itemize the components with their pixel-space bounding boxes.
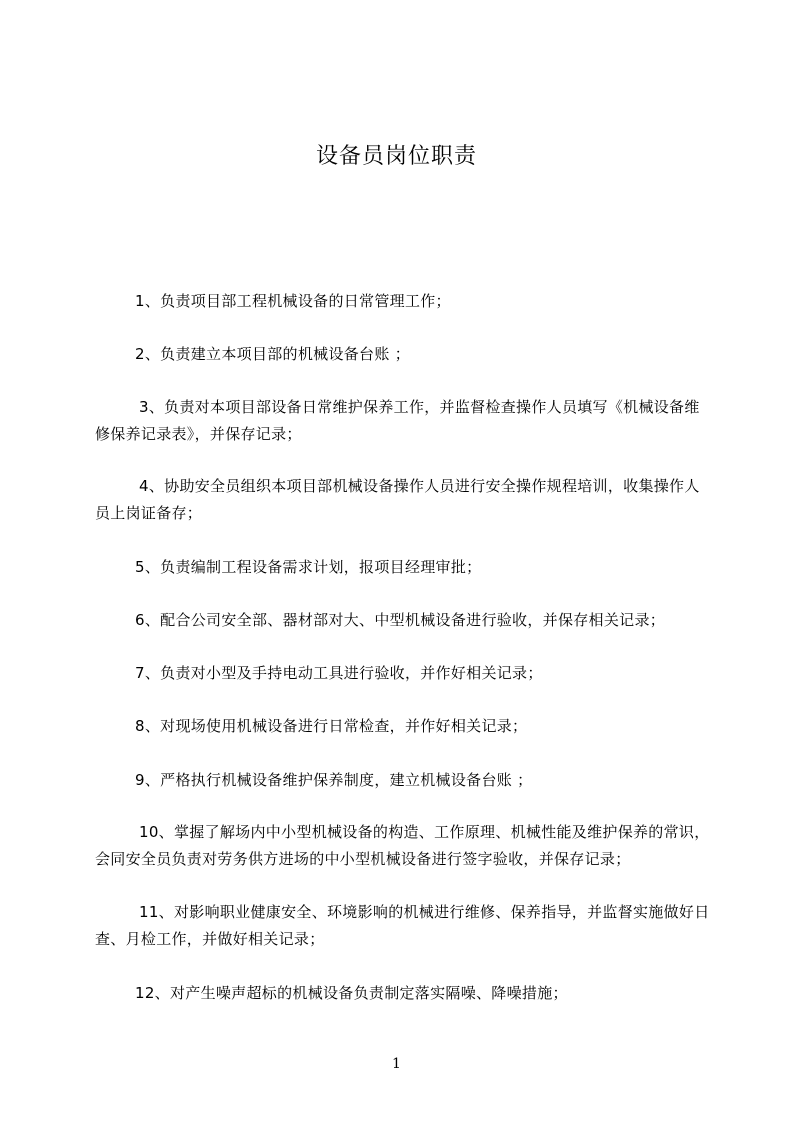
duty-item-4: 4、协助安全员组织本项目部机械设备操作人员进行安全操作规程培训，收集操作人员上岗证备存；: [95, 477, 700, 522]
duty-item-9: 9、严格执行机械设备维护保养制度，建立机械设备台账 ；: [135, 771, 533, 789]
duty-item-10: 10、掌握了解场内中小型机械设备的构造、工作原理、机械性能及维护保养的常识，会同安全员负责对劳务供方进场的中小型机械设备进行签字验收，并保存记录；: [95, 823, 710, 868]
duty-item-3: 3、负责对本项目部设备日常维护保养工作，并监督检查操作人员填写《机械设备维修保养记录表》，并保存记录；: [95, 398, 700, 443]
duty-item-1: 1、负责项目部工程机械设备的日常管理工作；: [135, 292, 451, 310]
document-title: 设备员岗位职责: [315, 144, 477, 169]
duty-item-7: 7、负责对小型及手持电动工具进行验收，并作好相关记录；: [135, 664, 543, 682]
duty-item-5: 5、负责编制工程设备需求计划，报项目经理审批；: [135, 558, 482, 576]
page-number: 1: [392, 1056, 401, 1072]
duty-item-6: 6、配合公司安全部、器材部对大、中型机械设备进行验收，并保存相关记录；: [135, 611, 666, 629]
duty-item-12: 12、对产生噪声超标的机械设备负责制定落实隔噪、降噪措施；: [135, 984, 568, 1002]
duty-item-11: 11、对影响职业健康安全、环境影响的机械进行维修、保养指导，并监督实施做好日查、月检工作，并做好相关记录；: [95, 903, 710, 948]
duty-item-2: 2、负责建立本项目部的机械设备台账 ；: [135, 345, 411, 363]
duty-item-8: 8、对现场使用机械设备进行日常检查，并作好相关记录；: [135, 717, 528, 735]
